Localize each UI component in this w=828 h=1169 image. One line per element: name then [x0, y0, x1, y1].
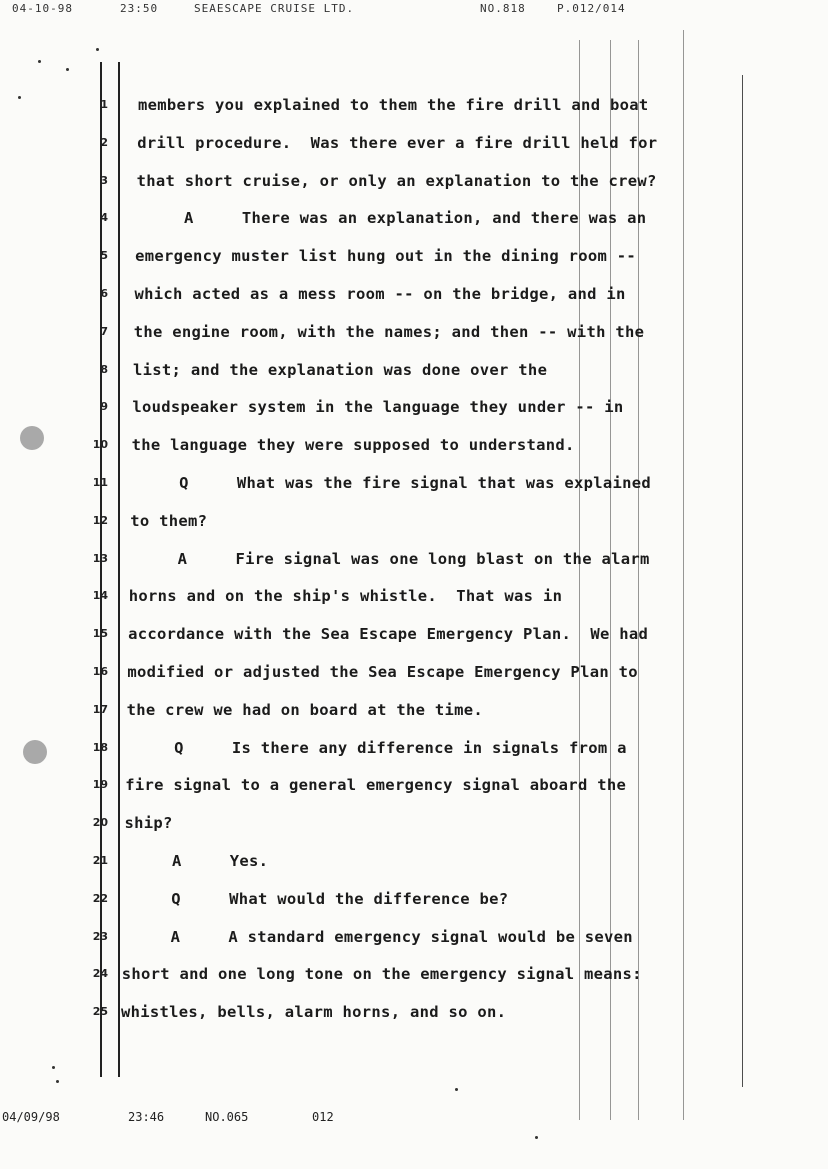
transcript-line: Q Is there any difference in signals from a — [125, 738, 627, 757]
scan-streak — [683, 30, 684, 1120]
transcript-line: accordance with the Sea Escape Emergency Plan. We had — [128, 625, 649, 644]
transcript-line: A Fire signal was one long blast on the alarm — [129, 549, 650, 568]
transcript-line: loudspeaker system in the language they under -- in — [132, 398, 624, 417]
line-number: 24 — [92, 967, 108, 981]
line-number: 9 — [100, 400, 108, 414]
scan-speck — [18, 96, 21, 99]
line-number: 3 — [100, 173, 108, 187]
fax-header-time: 23:50 — [120, 2, 159, 15]
line-number: 25 — [92, 1005, 108, 1019]
transcript-line: the language they were supposed to understand. — [131, 436, 575, 455]
line-number: 10 — [92, 438, 108, 452]
fax-footer-time: 23:46 — [128, 1110, 165, 1124]
scan-speck — [56, 1080, 59, 1083]
right-margin-rule — [742, 75, 743, 1087]
line-number: 20 — [92, 816, 108, 830]
transcript-line: emergency muster list hung out in the dining room -- — [135, 247, 637, 266]
transcript-line: which acted as a mess room -- on the bridge, and in — [134, 285, 626, 303]
transcript-line: drill procedure. Was there ever a fire drill held for — [137, 133, 658, 152]
transcript-line: A Yes. — [123, 852, 269, 870]
line-number: 11 — [92, 476, 108, 489]
scan-speck — [535, 1136, 538, 1139]
line-number: 4 — [100, 211, 108, 225]
transcript-line: A A standard emergency signal would be seven — [122, 927, 633, 946]
line-number: 19 — [92, 778, 108, 792]
line-number: 17 — [92, 702, 108, 716]
line-number: 2 — [100, 135, 108, 149]
transcript-line: members you explained to them the fire drill and boat — [138, 96, 649, 114]
transcript-line: fire signal to a general emergency signal aboard the — [125, 776, 627, 795]
line-number: 1 — [100, 98, 108, 111]
line-number: 22 — [92, 891, 108, 905]
scan-streak — [579, 40, 580, 1120]
scan-speck — [455, 1088, 458, 1091]
scan-speck — [96, 48, 99, 51]
fax-footer — [0, 1110, 828, 1132]
line-number: 21 — [92, 854, 108, 867]
transcript-line: whistles, bells, alarm horns, and so on. — [121, 1003, 507, 1022]
fax-footer-page: 012 — [312, 1110, 334, 1124]
transcript-line: modified or adjusted the Sea Escape Emergency Plan to — [127, 663, 638, 681]
margin-rule-inner — [118, 62, 120, 1077]
line-number: 13 — [92, 551, 108, 565]
transcript-line: the crew we had on board at the time. — [126, 700, 484, 719]
line-number: 8 — [100, 362, 108, 376]
scan-speck — [52, 1066, 55, 1069]
line-number: 16 — [92, 665, 108, 678]
line-number: 12 — [92, 513, 108, 527]
line-number: 6 — [100, 287, 108, 300]
fax-header-number: NO.818 — [480, 2, 526, 15]
hole-punch — [23, 740, 47, 764]
line-number: 18 — [92, 740, 108, 754]
hole-punch — [20, 426, 44, 450]
scan-speck — [66, 68, 69, 71]
transcript-line: short and one long tone on the emergency signal means: — [121, 965, 642, 984]
line-number: 23 — [92, 929, 108, 943]
line-number: 14 — [92, 589, 108, 603]
fax-header-page: P.012/014 — [557, 2, 626, 15]
scan-streak — [610, 40, 611, 1120]
transcript-line: the engine room, with the names; and then -- with the — [133, 322, 645, 341]
fax-footer-date: 04/09/98 — [2, 1110, 60, 1124]
fax-footer-number: NO.065 — [205, 1110, 249, 1124]
fax-header-sender: SEAESCAPE CRUISE LTD. — [194, 2, 355, 15]
transcript-line: A There was an explanation, and there was an — [135, 209, 647, 228]
line-number: 5 — [100, 249, 108, 263]
transcript-line: Q What was the fire signal that was explained — [130, 474, 652, 492]
transcript-line: horns and on the ship's whistle. That was in — [128, 587, 563, 606]
line-number: 7 — [100, 324, 108, 338]
transcript-line: that short cruise, or only an explanation to the crew? — [136, 171, 657, 190]
scan-streak — [638, 40, 639, 1120]
fax-header — [12, 2, 692, 22]
transcript-line: to them? — [130, 511, 208, 530]
transcript-line: Q What would the difference be? — [123, 889, 509, 908]
transcript-line: ship? — [124, 814, 173, 833]
line-number: 15 — [92, 627, 108, 641]
scan-speck — [38, 60, 41, 63]
transcript-line: list; and the explanation was done over the — [133, 360, 548, 379]
fax-header-date: 04-10-98 — [12, 2, 73, 15]
